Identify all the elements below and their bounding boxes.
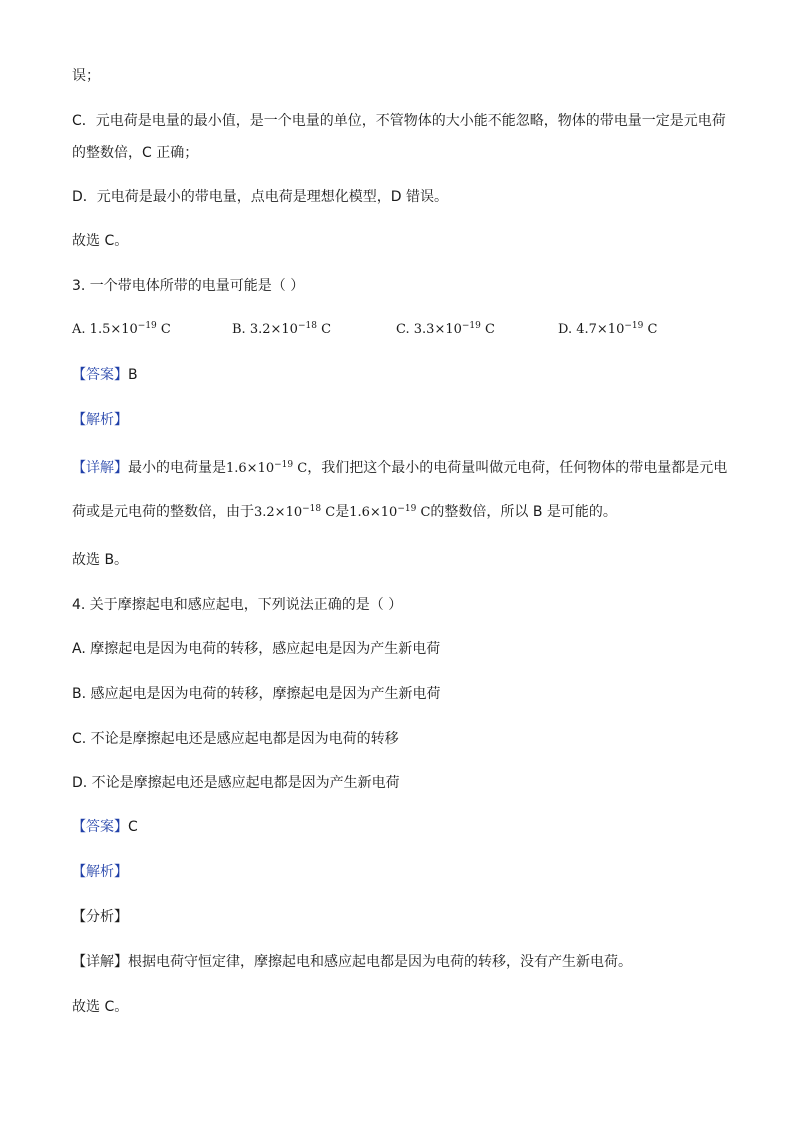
question-3-detail-line-1: 【详解】最小的电荷量是$1.6\times 10^{-19}$ C，我们把这个最小的电荷量叫做元电荷，任何物体的带电量都是元电: [72, 460, 728, 476]
question-3-analysis-tag: 【解析】: [72, 412, 128, 428]
question-3-detail-line-2: 荷或是元电荷的整数倍，由于$3.2\times 10^{-18}$ C是$1.6\times 10^{-19}$ C的整数倍，所以 B 是可能的。: [72, 504, 617, 520]
question-3-choose: 故选 B。: [72, 552, 129, 568]
question-3-answer: [72, 365, 138, 385]
text-line: C．元电荷是电量的最小值，是一个电量的单位，不管物体的大小能不能忽略，物体的带电量一定是元电荷: [72, 113, 726, 129]
question-3-option-c: C. $3.3\times 10^{-19}$ C: [396, 321, 495, 337]
question-4-fenxi-tag: 【分析】: [72, 909, 128, 925]
question-4-detail: 【详解】根据电荷守恒定律，摩擦起电和感应起电都是因为电荷的转移，没有产生新电荷。: [72, 954, 632, 970]
question-4-option-c: C. 不论是摩擦起电还是感应起电都是因为电荷的转移: [72, 731, 399, 747]
question-3-stem: 3. 一个带电体所带的电量可能是（ ）: [72, 278, 305, 294]
text-line: 故选 C。: [72, 233, 129, 249]
question-4-stem: 4. 关于摩擦起电和感应起电，下列说法正确的是（ ）: [72, 597, 403, 613]
answer-value: C: [128, 819, 138, 835]
text-line: 的整数倍，C 正确；: [72, 145, 199, 161]
detail-tag: 【详解】: [72, 954, 128, 970]
answer-tag: 【答案】: [72, 367, 128, 383]
answer-tag: 【答案】: [72, 819, 128, 835]
text-line: D．元电荷是最小的带电量，点电荷是理想化模型，D 错误。: [72, 189, 449, 205]
question-4-analysis-tag: 【解析】: [72, 864, 128, 880]
question-3-option-d: D. $4.7\times 10^{-19}$ C: [558, 321, 658, 337]
text-line: 误；: [72, 68, 100, 84]
detail-tag: 【详解】: [72, 460, 128, 476]
question-4-choose: 故选 C。: [72, 999, 129, 1015]
question-3-option-b: B. $3.2\times 10^{-18}$ C: [232, 321, 332, 337]
question-4-option-b: B. 感应起电是因为电荷的转移，摩擦起电是因为产生新电荷: [72, 686, 441, 702]
question-3-option-a: A. $1.5\times 10^{-19}$ C: [72, 321, 171, 337]
question-4-option-a: A. 摩擦起电是因为电荷的转移，感应起电是因为产生新电荷: [72, 641, 441, 657]
question-4-answer: [72, 817, 138, 837]
answer-value: B: [128, 367, 138, 383]
question-4-option-d: D. 不论是摩擦起电还是感应起电都是因为产生新电荷: [72, 775, 400, 791]
